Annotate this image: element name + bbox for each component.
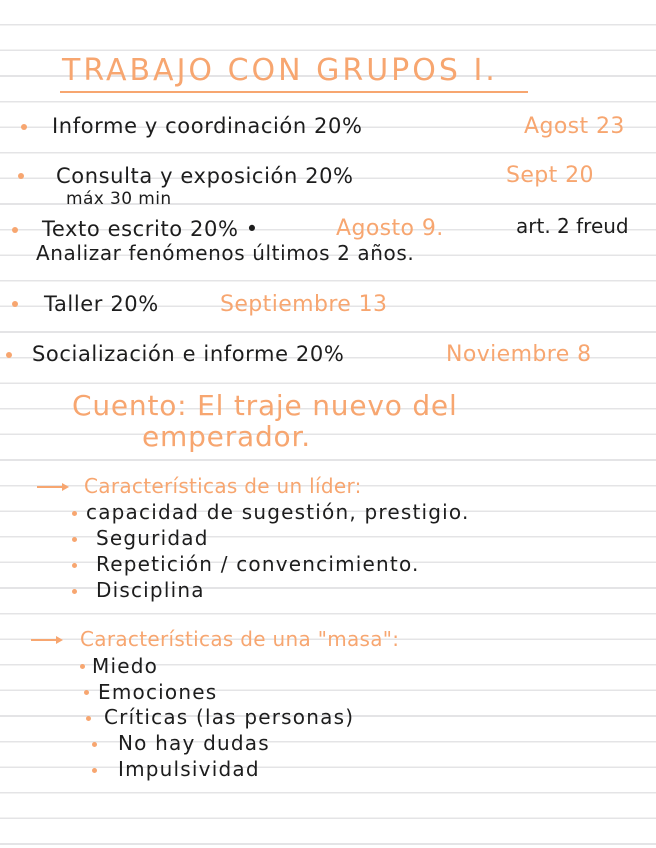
item-text: Taller 20% [44,292,159,316]
bullet [18,173,24,179]
item-extra: art. 2 freud [516,214,629,238]
leader-point: Repetición / convencimiento. [96,552,420,576]
masa-heading: Características de una "masa": [80,627,400,651]
page-title: TRABAJO CON GRUPOS I. [62,53,498,88]
bullet [12,227,18,233]
leader-point: capacidad de sugestión, prestigio. [86,500,470,524]
masa-point: No hay dudas [118,731,270,755]
item-text: Texto escrito 20% • [42,217,259,241]
bullet [92,742,97,747]
bullet [72,537,77,542]
item-text: Consulta y exposición 20% [56,164,354,188]
story-title-cont: emperador. [142,420,311,453]
masa-point: Impulsividad [118,757,260,781]
item-date: Agost 23 [524,114,625,139]
item-date: Noviembre 8 [446,342,592,367]
bullet [80,664,85,669]
leader-heading: Características de un líder: [84,474,362,498]
bullet [72,589,77,594]
arrow-right-icon [30,634,64,646]
bullet [84,690,89,695]
title-underline [60,91,528,93]
item-text: Socialización e informe 20% [32,342,345,366]
bullet [86,716,91,721]
bullet [21,124,27,130]
masa-point: Miedo [92,654,159,678]
item-note: Analizar fenómenos últimos 2 años. [36,241,415,265]
masa-point: Emociones [98,680,218,704]
story-title: Cuento: El traje nuevo del [72,389,458,422]
arrow-right-icon [36,481,70,493]
item-date: Sept 20 [506,163,594,188]
masa-point: Críticas (las personas) [104,705,355,729]
leader-point: Disciplina [96,578,205,602]
leader-point: Seguridad [96,526,209,550]
item-text: Informe y coordinación 20% [52,114,363,138]
item-date: Agosto 9. [336,216,444,241]
bullet [72,563,77,568]
bullet [72,511,77,516]
bullet [92,768,97,773]
item-date: Septiembre 13 [220,292,388,317]
bullet [6,352,12,358]
item-note: máx 30 min [66,189,172,209]
bullet [12,301,18,307]
